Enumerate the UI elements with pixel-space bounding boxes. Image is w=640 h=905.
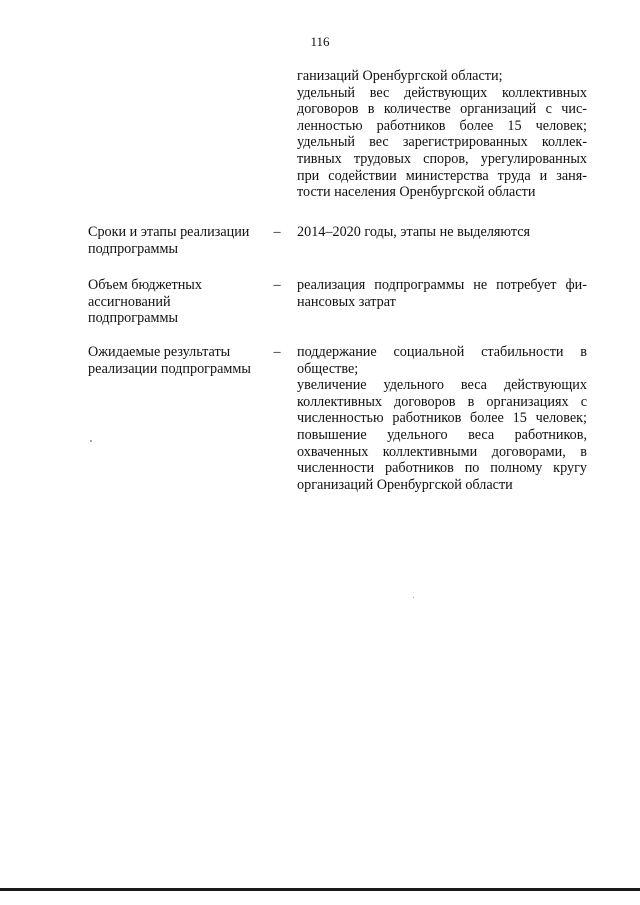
continuation-line: удельный вес зарегистрированных коллек-: [297, 134, 587, 151]
row-value-results: [297, 344, 587, 493]
row-dash: –: [273, 224, 281, 240]
row-dash: –: [273, 277, 281, 293]
continuation-line: тости населения Оренбургской области: [297, 184, 536, 201]
row-value-line: 2014–2020 годы, этапы не выделяются: [297, 224, 531, 240]
continuation-line: ганизаций Оренбургской области;: [297, 68, 503, 84]
row-label-results: [88, 344, 268, 377]
row-label-line: подпрограммы: [88, 310, 178, 327]
row-value-line: организаций Оренбургской области: [297, 476, 513, 493]
scan-speck: [90, 440, 92, 442]
row-value-line: нансовых затрат: [297, 293, 396, 310]
row-value-line: увеличение удельного веса действующих: [297, 377, 587, 394]
row-value-line: поддержание социальной стабильности в: [297, 344, 587, 360]
row-value-line: численностью работников более 15 человек;: [297, 410, 587, 427]
page-number: 116: [310, 34, 330, 49]
row-label-line: Ожидаемые результаты: [88, 344, 231, 360]
continuation-line: договоров в количестве организаций с чис-: [297, 101, 587, 118]
row-value-line: охваченных коллективными договорами, в: [297, 443, 587, 460]
row-value-budget: [297, 277, 587, 310]
continuation-line: тивных трудовых споров, урегулированных: [297, 150, 587, 167]
row-label-line: Сроки и этапы реализации: [88, 224, 250, 240]
bottom-border-rule: [0, 888, 640, 891]
row-label-line: подпрограммы: [88, 240, 178, 257]
row-label-line: Объем бюджетных: [88, 277, 202, 293]
row-dash: –: [273, 344, 281, 360]
row-label-line: реализации подпрограммы: [88, 360, 251, 377]
scan-speck: [413, 597, 414, 598]
row-value-line: реализация подпрограммы не потребует фи-: [297, 277, 587, 293]
continuation-line: удельный вес действующих коллективных: [297, 84, 587, 101]
row-value-line: коллективных договоров в организациях с: [297, 393, 587, 410]
row-value-line: численности работников по полному кругу: [297, 460, 587, 477]
row-value-line: обществе;: [297, 360, 359, 377]
row-label-line: ассигнований: [88, 293, 171, 310]
continuation-line: при содействии министерства труда и заня-: [297, 167, 587, 184]
continuation-line: ленностью работников более 15 человек;: [297, 117, 587, 134]
row-label-budget: [88, 277, 268, 327]
row-value-line: повышение удельного веса работников,: [297, 426, 587, 443]
row-label-timeline: [88, 224, 268, 257]
row-value-timeline: [297, 224, 587, 241]
continuation-text: [297, 68, 587, 201]
